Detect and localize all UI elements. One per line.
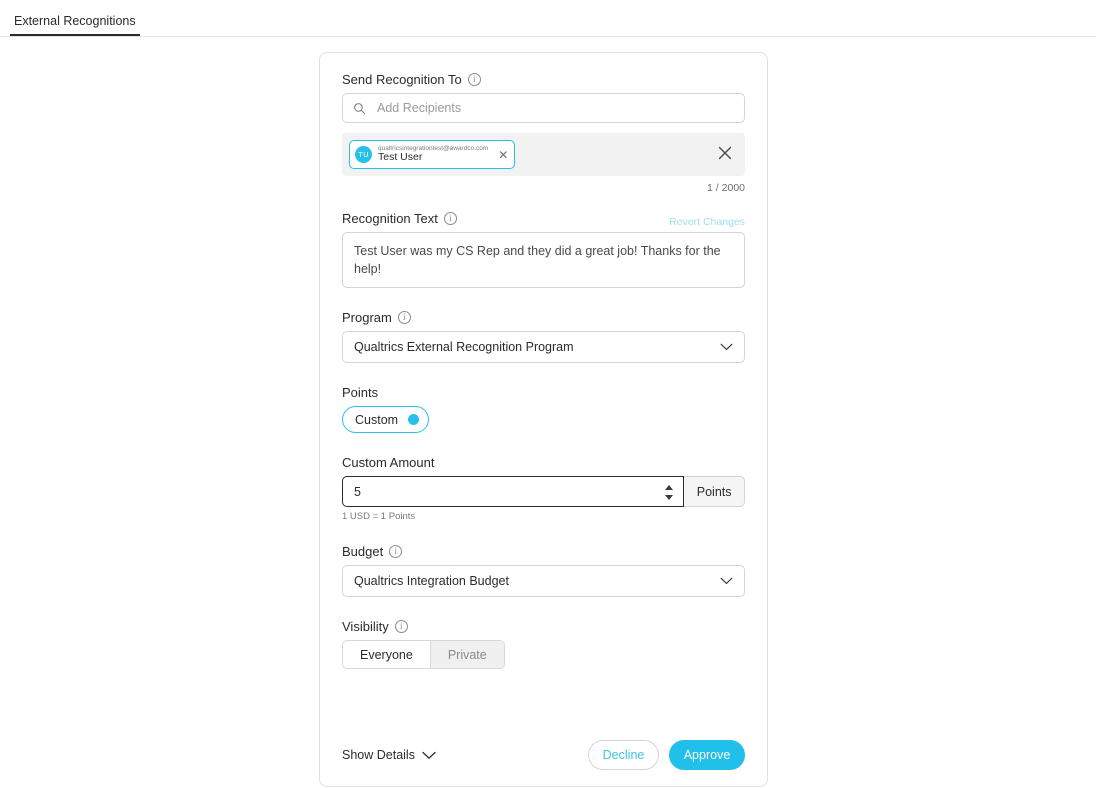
stepper-down-icon[interactable] (665, 495, 673, 500)
recognition-card (319, 52, 768, 787)
points-option-label: Custom (355, 412, 399, 427)
chevron-down-icon (422, 751, 436, 760)
recipient-search-box[interactable] (342, 93, 745, 123)
footer-actions (588, 740, 745, 770)
visibility-option-private[interactable]: Private (431, 641, 504, 668)
tab-bar (0, 0, 1096, 37)
program-select[interactable] (342, 331, 745, 363)
points-label: Points (342, 385, 379, 401)
send-recognition-to-label: Send Recognition To (342, 72, 462, 87)
stepper-up-icon[interactable] (665, 485, 673, 490)
search-icon (353, 102, 366, 115)
avatar: TU (355, 146, 372, 163)
recognition-text-label: Recognition Text (342, 211, 438, 226)
show-details-button[interactable] (342, 748, 436, 762)
remove-recipient-icon[interactable]: ✕ (498, 147, 509, 162)
program-label: Program (342, 310, 392, 326)
budget-select[interactable] (342, 565, 745, 597)
program-label-row (342, 311, 745, 324)
budget-selected-value: Qualtrics Integration Budget (354, 574, 509, 589)
points-field (342, 386, 745, 433)
budget-label-row (342, 545, 745, 558)
search-input[interactable] (375, 100, 744, 116)
chevron-down-icon (720, 343, 733, 351)
revert-changes-link[interactable]: Revert Changes (669, 216, 745, 228)
visibility-segmented-control (342, 640, 505, 669)
tab-external-recognitions[interactable]: External Recognitions (10, 15, 140, 37)
send-recognition-to-label-row (342, 73, 745, 86)
clear-recipients-button[interactable] (717, 145, 733, 161)
visibility-label-row (342, 620, 745, 633)
recognition-text-label-row (342, 212, 457, 225)
recognition-text-input[interactable]: Test User was my CS Rep and they did a great job! Thanks for the help! (342, 232, 745, 288)
conversion-rate-note: 1 USD = 1 Points (342, 511, 416, 523)
custom-amount-value: 5 (354, 484, 361, 499)
recipient-email: qualtricsintegrationtest@awardco.com (378, 144, 489, 152)
info-icon[interactable]: i (468, 73, 481, 86)
visibility-label: Visibility (342, 619, 389, 635)
recipient-chip-text (378, 146, 488, 164)
show-details-label: Show Details (342, 748, 415, 762)
custom-amount-label: Custom Amount (342, 455, 435, 471)
info-icon[interactable]: i (395, 620, 408, 633)
program-field (342, 311, 745, 363)
character-counter: 1 / 2000 (707, 182, 745, 194)
info-icon[interactable]: i (444, 212, 457, 225)
info-icon[interactable]: i (398, 311, 411, 324)
card-footer (320, 740, 767, 770)
custom-amount-input[interactable] (342, 476, 684, 507)
points-option-custom[interactable] (342, 406, 429, 433)
points-unit-label: Points (684, 476, 745, 507)
visibility-field (342, 620, 745, 669)
custom-amount-label-row (342, 456, 745, 469)
chevron-down-icon (720, 577, 733, 585)
info-icon[interactable]: i (389, 545, 402, 558)
budget-label: Budget (342, 544, 384, 560)
budget-field (342, 545, 745, 597)
quantity-stepper[interactable] (665, 485, 674, 500)
visibility-option-everyone[interactable]: Everyone (343, 641, 431, 668)
recipient-chip[interactable] (349, 140, 515, 169)
points-label-row (342, 386, 745, 399)
send-recognition-to-field (342, 73, 745, 194)
recipients-area (342, 133, 745, 176)
program-selected-value: Qualtrics External Recognition Program (354, 340, 574, 355)
selected-dot-icon (408, 414, 419, 425)
decline-button[interactable]: Decline (588, 740, 659, 770)
recognition-text-field (342, 212, 745, 288)
custom-amount-field (342, 456, 745, 522)
close-icon (717, 145, 733, 161)
approve-button[interactable]: Approve (669, 740, 745, 770)
recipient-name: Test User (378, 151, 423, 164)
